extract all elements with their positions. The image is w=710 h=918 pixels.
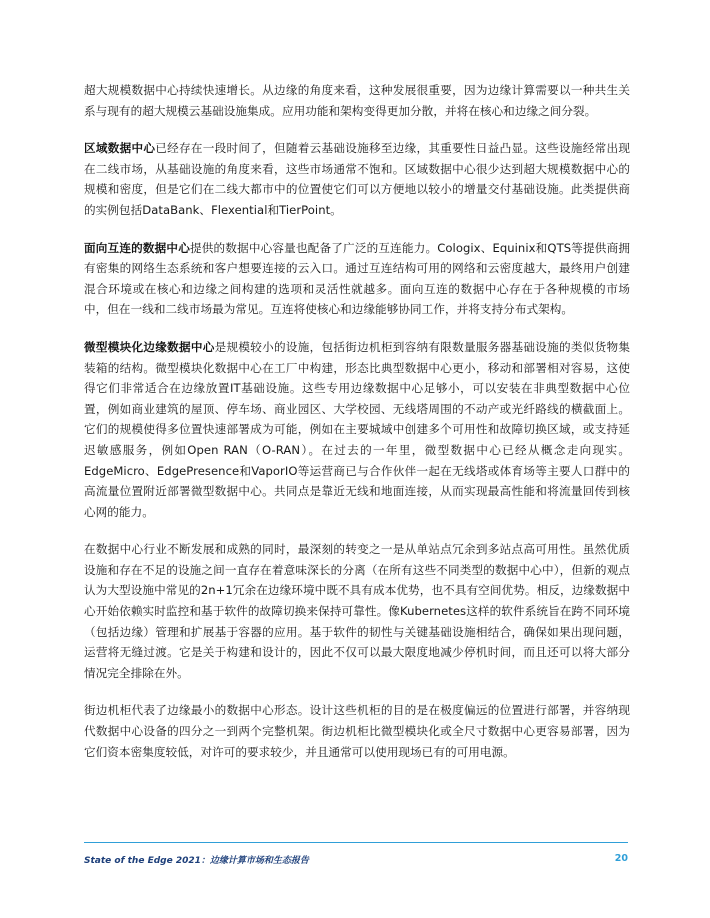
- paragraph-text: 在数据中心行业不断发展和成熟的同时，最深刻的转变之一是从单站点冗余到多站点高可用性。虽然优质设施和存在不足的设施之间一直存在着意味深长的分离（在所有这些不同类型的数据中心中），但新的观点认为大型设施中常见的2n+1冗余在边缘环境中既不具有成本优势，也不具有空间优势。相反，边缘数据中心开始依赖实时监控和基于软件的故障切换来保持可靠性。像Kubernetes这样的软件系统旨在跨不同环境（包括边缘）管理和扩展基于容器的应用。基于软件的韧性与关键基础设施相结合，确保如果出现问题，运营将无缝过渡。它是关于构建和设计的，因此不仅可以最大限度地减少停机时间，而且还可以将大部分情况完全排除在外。: [84, 542, 630, 680]
- paragraph-street-cabinet: [84, 700, 630, 762]
- paragraph-interconnect-dc: [84, 238, 630, 320]
- paragraph-text: 是规模较小的设施，包括街边机柜到容纳有限数量服务器基础设施的类似货物集装箱的结构。微型模块化数据中心在工厂中构建，形态比典型数据中心更小，移动和部署相对容易，这使得它们非常适合在边缘放置IT基础设施。这些专用边缘数据中心足够小，可以安装在非典型数据中心位置，例如商业建筑的屋顶、停车场、商业园区、大学校园、无线塔周围的不动产或光纤路线的横截面上。它们的规模使得多位置快速部署成为可能，例如在主要城域中创建多个可用性和故障切换区域，或支持延迟敏感服务，例如Open RAN（O-RAN）。在过去的一年里，微型数据中心已经从概念走向现实。EdgeMicro、EdgePresence和VaporIO等运营商已与合作伙伴一起在无线塔或体育场等主要人口群中的高流量位置附近部署微型数据中心。共同点是靠近无线和地面连接，从而实现最高性能和将流量回传到核心网的能力。: [84, 339, 630, 519]
- paragraph-lead: 微型模块化边缘数据中心: [84, 339, 215, 354]
- paragraph-lead: 区域数据中心: [84, 141, 156, 156]
- document-body: [84, 80, 630, 779]
- paragraph-hyperscale: [84, 80, 630, 121]
- page-number: 20: [614, 853, 628, 864]
- paragraph-text: 超大规模数据中心持续快速增长。从边缘的角度来看，这种发展很重要，因为边缘计算需要以一种共生关系与现有的超大规模云基础设施集成。应用功能和架构变得更加分散，并将在核心和边缘之间分裂。: [84, 83, 630, 118]
- paragraph-lead: 面向互连的数据中心: [84, 240, 190, 255]
- paragraph-text: 已经存在一段时间了，但随着云基础设施移至边缘，其重要性日益凸显。这些设施经常出现在二线市场，从基础设施的角度来看，这些市场通常不饱和。区域数据中心很少达到超大规模数据中心的规模和密度，但是它们在二线大都市中的位置使它们可以方便地以较小的增量交付基础设施。此类提供商的实例包括DataBank、Flexential和TierPoint。: [84, 141, 630, 217]
- paragraph-regional-dc: [84, 138, 630, 220]
- footer-divider: [84, 842, 628, 843]
- paragraph-high-availability: [84, 539, 630, 683]
- paragraph-text: 提供的数据中心容量也配备了广泛的互连能力。Cologix、Equinix和QTS等提供商拥有密集的网络生态系统和客户想要连接的云入口。通过互连结构可用的网络和云密度越大，最终用户创建混合环境或在核心和边缘之间构建的选项和灵活性就越多。面向互连的数据中心存在于各种规模的市场中，但在一线和二线市场最为常见。互连将使核心和边缘能够协同工作，并将支持分布式架构。: [84, 240, 630, 317]
- paragraph-text: 街边机柜代表了边缘最小的数据中心形态。设计这些机柜的目的是在极度偏远的位置进行部署，并容纳现代数据中心设备的四分之一到两个完整机架。街边机柜比微型模块化或全尺寸数据中心更容易部署，因为它们资本密集度较低，对许可的要求较少，并且通常可以使用现场已有的可用电源。: [84, 703, 630, 759]
- footer-title: State of the Edge 2021：边缘计算市场和生态报告: [84, 856, 309, 866]
- paragraph-micro-modular-dc: [84, 337, 630, 522]
